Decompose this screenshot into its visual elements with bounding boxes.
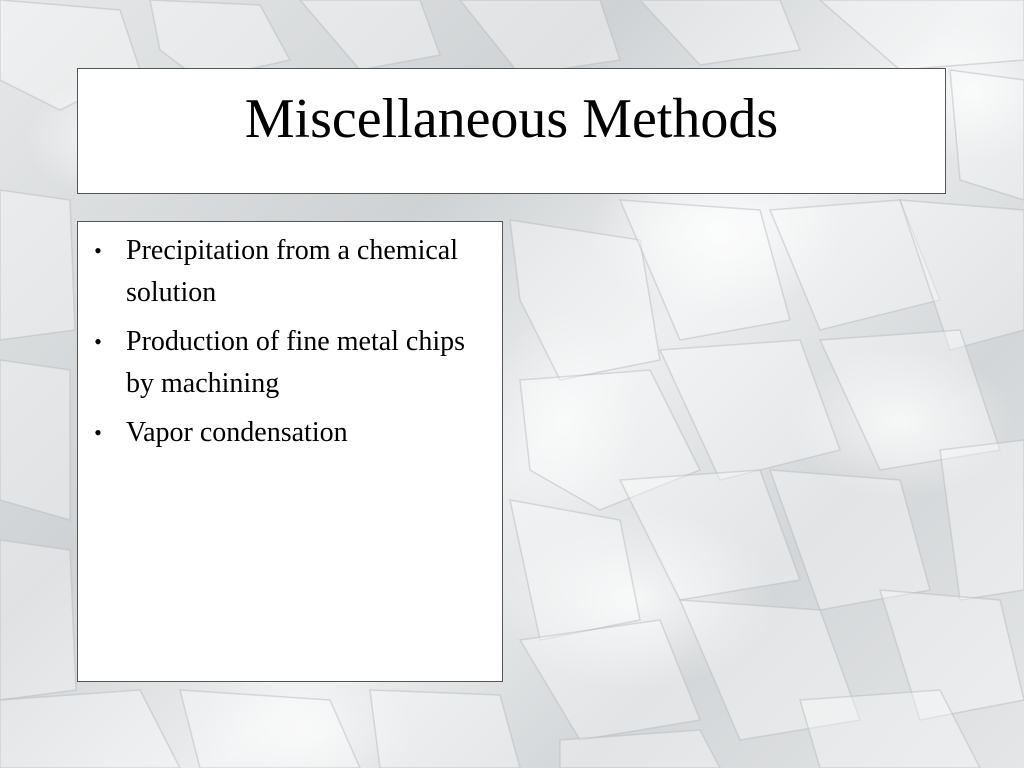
- bullet-item: [78, 230, 504, 314]
- bullet-item: [78, 321, 504, 405]
- bullet-text: Production of fine metal chips by machining: [126, 326, 466, 399]
- bullet-text: Vapor condensation: [126, 417, 348, 448]
- bullet-text: Precipitation from a chemical solution: [126, 235, 458, 308]
- bullet-list: [78, 230, 504, 461]
- bullet-icon: •: [94, 329, 102, 354]
- content-placeholder: [77, 221, 503, 682]
- bullet-icon: •: [94, 238, 102, 263]
- slide-title: Miscellaneous Methods: [244, 88, 779, 150]
- bullet-icon: •: [94, 420, 102, 445]
- bullet-item: [78, 412, 504, 454]
- title-placeholder: [77, 68, 946, 194]
